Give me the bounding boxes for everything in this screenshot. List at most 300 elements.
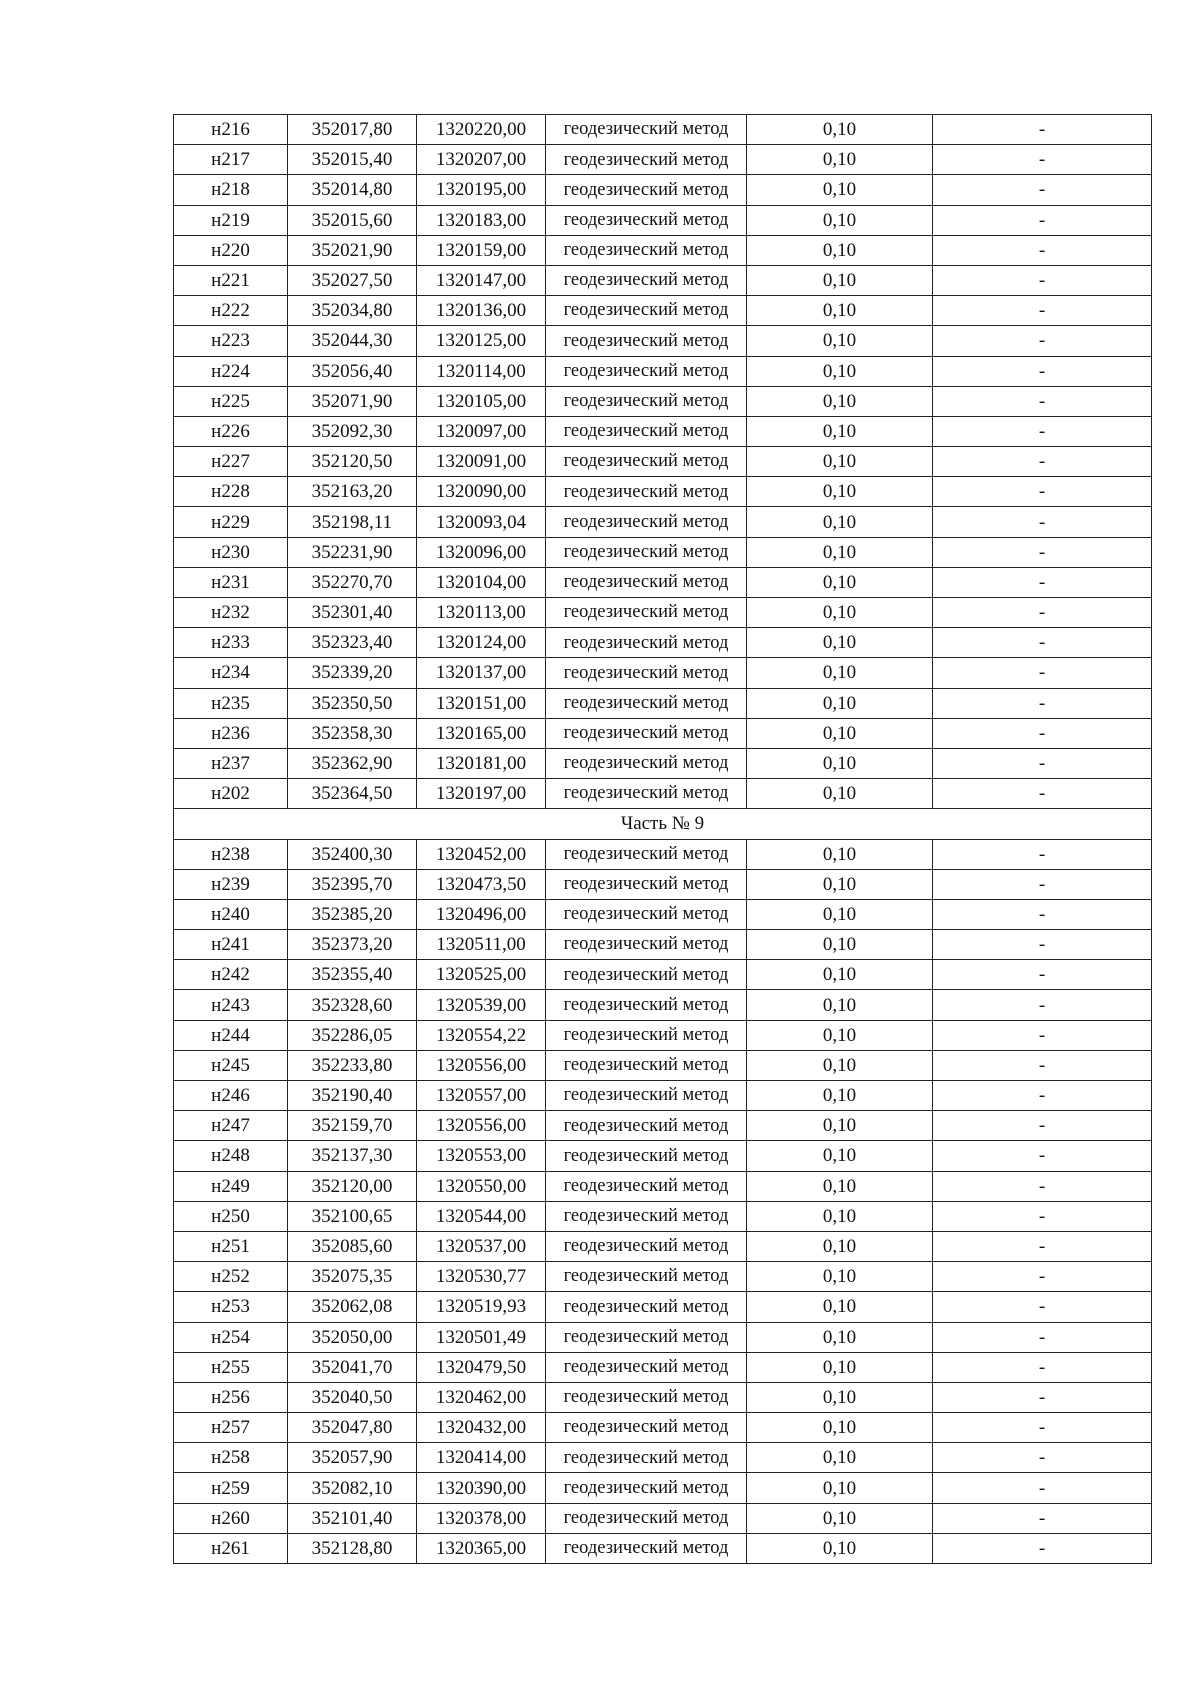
x-coordinate-cell: 352034,80 [288,296,417,326]
point-number-cell: н248 [174,1141,288,1171]
y-coordinate-cell: 1320556,00 [417,1050,546,1080]
note-cell: - [933,416,1152,446]
accuracy-cell: 0,10 [747,899,933,929]
y-coordinate-cell: 1320539,00 [417,990,546,1020]
point-number-cell: н240 [174,899,288,929]
accuracy-cell: 0,10 [747,839,933,869]
x-coordinate-cell: 352085,60 [288,1231,417,1261]
accuracy-cell: 0,10 [747,598,933,628]
x-coordinate-cell: 352027,50 [288,265,417,295]
accuracy-cell: 0,10 [747,1473,933,1503]
accuracy-cell: 0,10 [747,1322,933,1352]
method-cell: геодезический метод [546,296,747,326]
table-row [174,416,1152,446]
method-cell: геодезический метод [546,537,747,567]
y-coordinate-cell: 1320511,00 [417,930,546,960]
y-coordinate-cell: 1320378,00 [417,1503,546,1533]
table-row [174,265,1152,295]
note-cell: - [933,869,1152,899]
point-number-cell: н236 [174,718,288,748]
method-cell: геодезический метод [546,1111,747,1141]
table-row [174,567,1152,597]
note-cell: - [933,960,1152,990]
accuracy-cell: 0,10 [747,1262,933,1292]
y-coordinate-cell: 1320537,00 [417,1231,546,1261]
x-coordinate-cell: 352128,80 [288,1533,417,1563]
section-title: Часть № 9 [174,809,1152,839]
accuracy-cell: 0,10 [747,779,933,809]
x-coordinate-cell: 352015,60 [288,205,417,235]
accuracy-cell: 0,10 [747,930,933,960]
x-coordinate-cell: 352385,20 [288,899,417,929]
x-coordinate-cell: 352120,00 [288,1171,417,1201]
y-coordinate-cell: 1320473,50 [417,869,546,899]
x-coordinate-cell: 352137,30 [288,1141,417,1171]
point-number-cell: н243 [174,990,288,1020]
method-cell: геодезический метод [546,930,747,960]
point-number-cell: н247 [174,1111,288,1141]
y-coordinate-cell: 1320114,00 [417,356,546,386]
point-number-cell: н234 [174,658,288,688]
note-cell: - [933,658,1152,688]
note-cell: - [933,1111,1152,1141]
table-row [174,1322,1152,1352]
y-coordinate-cell: 1320183,00 [417,205,546,235]
y-coordinate-cell: 1320557,00 [417,1081,546,1111]
accuracy-cell: 0,10 [747,356,933,386]
y-coordinate-cell: 1320197,00 [417,779,546,809]
note-cell: - [933,1413,1152,1443]
note-cell: - [933,1231,1152,1261]
point-number-cell: н259 [174,1473,288,1503]
note-cell: - [933,1322,1152,1352]
note-cell: - [933,265,1152,295]
note-cell: - [933,1503,1152,1533]
y-coordinate-cell: 1320365,00 [417,1533,546,1563]
accuracy-cell: 0,10 [747,1171,933,1201]
x-coordinate-cell: 352400,30 [288,839,417,869]
note-cell: - [933,356,1152,386]
accuracy-cell: 0,10 [747,567,933,597]
table-row [174,899,1152,929]
method-cell: геодезический метод [546,1081,747,1111]
table-row [174,960,1152,990]
x-coordinate-cell: 352358,30 [288,718,417,748]
note-cell: - [933,718,1152,748]
note-cell: - [933,205,1152,235]
note-cell: - [933,1201,1152,1231]
method-cell: геодезический метод [546,1292,747,1322]
accuracy-cell: 0,10 [747,175,933,205]
table-row [174,658,1152,688]
table-row [174,1231,1152,1261]
point-number-cell: н233 [174,628,288,658]
point-number-cell: н223 [174,326,288,356]
y-coordinate-cell: 1320125,00 [417,326,546,356]
note-cell: - [933,175,1152,205]
method-cell: геодезический метод [546,1201,747,1231]
method-cell: геодезический метод [546,1443,747,1473]
point-number-cell: н258 [174,1443,288,1473]
y-coordinate-cell: 1320137,00 [417,658,546,688]
point-number-cell: н225 [174,386,288,416]
method-cell: геодезический метод [546,1020,747,1050]
table-row [174,1262,1152,1292]
accuracy-cell: 0,10 [747,628,933,658]
note-cell: - [933,326,1152,356]
accuracy-cell: 0,10 [747,1231,933,1261]
method-cell: геодезический метод [546,779,747,809]
y-coordinate-cell: 1320432,00 [417,1413,546,1443]
point-number-cell: н202 [174,779,288,809]
note-cell: - [933,779,1152,809]
table-row [174,1050,1152,1080]
table-row [174,447,1152,477]
accuracy-cell: 0,10 [747,386,933,416]
x-coordinate-cell: 352062,08 [288,1292,417,1322]
x-coordinate-cell: 352092,30 [288,416,417,446]
point-number-cell: н249 [174,1171,288,1201]
note-cell: - [933,688,1152,718]
y-coordinate-cell: 1320104,00 [417,567,546,597]
point-number-cell: н232 [174,598,288,628]
y-coordinate-cell: 1320165,00 [417,718,546,748]
method-cell: геодезический метод [546,1171,747,1201]
note-cell: - [933,1533,1152,1563]
x-coordinate-cell: 352050,00 [288,1322,417,1352]
note-cell: - [933,235,1152,265]
method-cell: геодезический метод [546,658,747,688]
accuracy-cell: 0,10 [747,1111,933,1141]
y-coordinate-cell: 1320556,00 [417,1111,546,1141]
table-row [174,477,1152,507]
x-coordinate-cell: 352040,50 [288,1382,417,1412]
y-coordinate-cell: 1320124,00 [417,628,546,658]
accuracy-cell: 0,10 [747,326,933,356]
x-coordinate-cell: 352057,90 [288,1443,417,1473]
method-cell: геодезический метод [546,447,747,477]
method-cell: геодезический метод [546,748,747,778]
x-coordinate-cell: 352323,40 [288,628,417,658]
y-coordinate-cell: 1320462,00 [417,1382,546,1412]
method-cell: геодезический метод [546,416,747,446]
method-cell: геодезический метод [546,326,747,356]
method-cell: геодезический метод [546,839,747,869]
y-coordinate-cell: 1320530,77 [417,1262,546,1292]
method-cell: геодезический метод [546,1141,747,1171]
x-coordinate-cell: 352014,80 [288,175,417,205]
x-coordinate-cell: 352395,70 [288,869,417,899]
x-coordinate-cell: 352373,20 [288,930,417,960]
y-coordinate-cell: 1320113,00 [417,598,546,628]
method-cell: геодезический метод [546,1503,747,1533]
x-coordinate-cell: 352355,40 [288,960,417,990]
note-cell: - [933,537,1152,567]
point-number-cell: н235 [174,688,288,718]
table-row [174,356,1152,386]
table-row [174,869,1152,899]
accuracy-cell: 0,10 [747,1503,933,1533]
point-number-cell: н241 [174,930,288,960]
table-row [174,779,1152,809]
table-row [174,1533,1152,1563]
x-coordinate-cell: 352047,80 [288,1413,417,1443]
accuracy-cell: 0,10 [747,115,933,145]
x-coordinate-cell: 352198,11 [288,507,417,537]
x-coordinate-cell: 352044,30 [288,326,417,356]
x-coordinate-cell: 352231,90 [288,537,417,567]
y-coordinate-cell: 1320195,00 [417,175,546,205]
method-cell: геодезический метод [546,175,747,205]
method-cell: геодезический метод [546,718,747,748]
method-cell: геодезический метод [546,960,747,990]
table-row [174,1081,1152,1111]
point-number-cell: н245 [174,1050,288,1080]
y-coordinate-cell: 1320151,00 [417,688,546,718]
table-row [174,688,1152,718]
method-cell: геодезический метод [546,1322,747,1352]
note-cell: - [933,1050,1152,1080]
method-cell: геодезический метод [546,567,747,597]
table-row [174,628,1152,658]
x-coordinate-cell: 352362,90 [288,748,417,778]
accuracy-cell: 0,10 [747,145,933,175]
document-page [173,114,1151,1564]
x-coordinate-cell: 352101,40 [288,1503,417,1533]
table-row [174,175,1152,205]
point-number-cell: н257 [174,1413,288,1443]
accuracy-cell: 0,10 [747,416,933,446]
accuracy-cell: 0,10 [747,748,933,778]
x-coordinate-cell: 352082,10 [288,1473,417,1503]
point-number-cell: н222 [174,296,288,326]
table-row [174,990,1152,1020]
method-cell: геодезический метод [546,356,747,386]
y-coordinate-cell: 1320147,00 [417,265,546,295]
accuracy-cell: 0,10 [747,990,933,1020]
method-cell: геодезический метод [546,1473,747,1503]
note-cell: - [933,899,1152,929]
note-cell: - [933,1352,1152,1382]
table-row [174,235,1152,265]
point-number-cell: н237 [174,748,288,778]
x-coordinate-cell: 352270,70 [288,567,417,597]
table-row [174,537,1152,567]
table-row [174,1473,1152,1503]
method-cell: геодезический метод [546,477,747,507]
method-cell: геодезический метод [546,1352,747,1382]
y-coordinate-cell: 1320414,00 [417,1443,546,1473]
note-cell: - [933,598,1152,628]
note-cell: - [933,115,1152,145]
method-cell: геодезический метод [546,205,747,235]
point-number-cell: н227 [174,447,288,477]
point-number-cell: н220 [174,235,288,265]
point-number-cell: н230 [174,537,288,567]
accuracy-cell: 0,10 [747,447,933,477]
table-row [174,205,1152,235]
point-number-cell: н253 [174,1292,288,1322]
x-coordinate-cell: 352190,40 [288,1081,417,1111]
accuracy-cell: 0,10 [747,477,933,507]
point-number-cell: н261 [174,1533,288,1563]
y-coordinate-cell: 1320544,00 [417,1201,546,1231]
accuracy-cell: 0,10 [747,1141,933,1171]
accuracy-cell: 0,10 [747,1201,933,1231]
table-row [174,386,1152,416]
note-cell: - [933,1081,1152,1111]
note-cell: - [933,507,1152,537]
method-cell: геодезический метод [546,869,747,899]
y-coordinate-cell: 1320501,49 [417,1322,546,1352]
y-coordinate-cell: 1320181,00 [417,748,546,778]
accuracy-cell: 0,10 [747,1020,933,1050]
method-cell: геодезический метод [546,1533,747,1563]
accuracy-cell: 0,10 [747,1413,933,1443]
accuracy-cell: 0,10 [747,688,933,718]
note-cell: - [933,1141,1152,1171]
accuracy-cell: 0,10 [747,658,933,688]
accuracy-cell: 0,10 [747,265,933,295]
x-coordinate-cell: 352100,65 [288,1201,417,1231]
table-row [174,1171,1152,1201]
table-row [174,1413,1152,1443]
x-coordinate-cell: 352163,20 [288,477,417,507]
x-coordinate-cell: 352350,50 [288,688,417,718]
accuracy-cell: 0,10 [747,1352,933,1382]
method-cell: геодезический метод [546,628,747,658]
table-row [174,1292,1152,1322]
y-coordinate-cell: 1320519,93 [417,1292,546,1322]
y-coordinate-cell: 1320452,00 [417,839,546,869]
note-cell: - [933,1382,1152,1412]
x-coordinate-cell: 352233,80 [288,1050,417,1080]
x-coordinate-cell: 352286,05 [288,1020,417,1050]
point-number-cell: н242 [174,960,288,990]
y-coordinate-cell: 1320220,00 [417,115,546,145]
y-coordinate-cell: 1320553,00 [417,1141,546,1171]
note-cell: - [933,1171,1152,1201]
y-coordinate-cell: 1320390,00 [417,1473,546,1503]
method-cell: геодезический метод [546,1050,747,1080]
method-cell: геодезический метод [546,386,747,416]
method-cell: геодезический метод [546,115,747,145]
point-number-cell: н218 [174,175,288,205]
table-row [174,1503,1152,1533]
table-row [174,296,1152,326]
note-cell: - [933,145,1152,175]
note-cell: - [933,628,1152,658]
table-row [174,1141,1152,1171]
note-cell: - [933,930,1152,960]
point-number-cell: н224 [174,356,288,386]
method-cell: геодезический метод [546,1382,747,1412]
method-cell: геодезический метод [546,688,747,718]
method-cell: геодезический метод [546,265,747,295]
table-row [174,1352,1152,1382]
table-row [174,748,1152,778]
y-coordinate-cell: 1320093,04 [417,507,546,537]
point-number-cell: н251 [174,1231,288,1261]
table-row [174,145,1152,175]
point-number-cell: н228 [174,477,288,507]
y-coordinate-cell: 1320105,00 [417,386,546,416]
table-row [174,1020,1152,1050]
table-row [174,1201,1152,1231]
y-coordinate-cell: 1320554,22 [417,1020,546,1050]
x-coordinate-cell: 352071,90 [288,386,417,416]
method-cell: геодезический метод [546,598,747,628]
accuracy-cell: 0,10 [747,1050,933,1080]
method-cell: геодезический метод [546,235,747,265]
point-number-cell: н229 [174,507,288,537]
point-number-cell: н252 [174,1262,288,1292]
y-coordinate-cell: 1320097,00 [417,416,546,446]
method-cell: геодезический метод [546,1231,747,1261]
coordinates-table-body [174,115,1152,1564]
point-number-cell: н221 [174,265,288,295]
table-row [174,718,1152,748]
y-coordinate-cell: 1320550,00 [417,1171,546,1201]
y-coordinate-cell: 1320525,00 [417,960,546,990]
table-row [174,930,1152,960]
point-number-cell: н254 [174,1322,288,1352]
note-cell: - [933,567,1152,597]
x-coordinate-cell: 352056,40 [288,356,417,386]
note-cell: - [933,839,1152,869]
method-cell: геодезический метод [546,1262,747,1292]
accuracy-cell: 0,10 [747,1081,933,1111]
note-cell: - [933,1443,1152,1473]
table-row [174,1443,1152,1473]
note-cell: - [933,748,1152,778]
y-coordinate-cell: 1320496,00 [417,899,546,929]
point-number-cell: н239 [174,869,288,899]
table-row [174,1382,1152,1412]
coordinates-table [173,114,1152,1564]
accuracy-cell: 0,10 [747,869,933,899]
y-coordinate-cell: 1320090,00 [417,477,546,507]
accuracy-cell: 0,10 [747,205,933,235]
point-number-cell: н217 [174,145,288,175]
method-cell: геодезический метод [546,507,747,537]
note-cell: - [933,1020,1152,1050]
table-row [174,507,1152,537]
point-number-cell: н216 [174,115,288,145]
y-coordinate-cell: 1320096,00 [417,537,546,567]
note-cell: - [933,386,1152,416]
table-row [174,115,1152,145]
accuracy-cell: 0,10 [747,507,933,537]
note-cell: - [933,1292,1152,1322]
point-number-cell: н244 [174,1020,288,1050]
x-coordinate-cell: 352021,90 [288,235,417,265]
x-coordinate-cell: 352301,40 [288,598,417,628]
x-coordinate-cell: 352120,50 [288,447,417,477]
table-row [174,1111,1152,1141]
point-number-cell: н260 [174,1503,288,1533]
point-number-cell: н246 [174,1081,288,1111]
accuracy-cell: 0,10 [747,718,933,748]
note-cell: - [933,1473,1152,1503]
note-cell: - [933,990,1152,1020]
note-cell: - [933,1262,1152,1292]
accuracy-cell: 0,10 [747,235,933,265]
x-coordinate-cell: 352159,70 [288,1111,417,1141]
x-coordinate-cell: 352075,35 [288,1262,417,1292]
accuracy-cell: 0,10 [747,296,933,326]
y-coordinate-cell: 1320207,00 [417,145,546,175]
